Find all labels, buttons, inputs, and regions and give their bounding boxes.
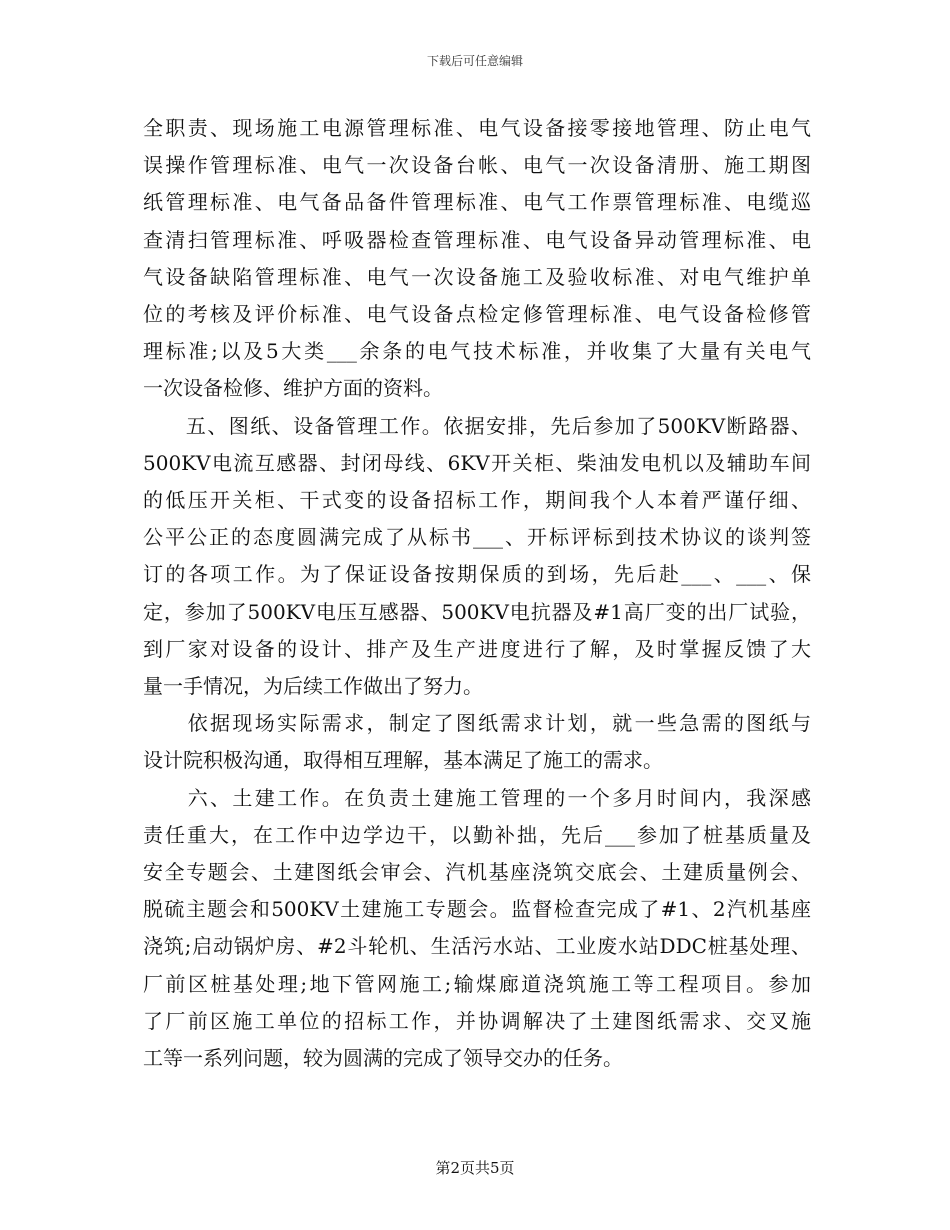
text-line: 工等一系列问题，较为圆满的完成了领导交办的任务。 [143, 1046, 623, 1071]
page-header-note: 下载后可任意编辑 [426, 54, 523, 68]
text-line: 了厂前区施工单位的招标工作，并协调解决了土建图纸需求、交叉施 [143, 1008, 811, 1033]
text-line: 设计院积极沟通，取得相互理解，基本满足了施工的需求。 [143, 748, 663, 773]
text-line: 厂前区桩基处理;地下管网施工;输煤廊道浇筑施工等工程项目。参加 [143, 971, 811, 996]
text-line: 五、图纸、设备管理工作。依据安排，先后参加了500KV断路器、 [143, 413, 811, 438]
text-line: 安全专题会、土建图纸会审会、汽机基座浇筑交底会、土建质量例会、 [143, 860, 811, 885]
text-line: 一次设备检修、维护方面的资料。 [143, 376, 443, 401]
text-line: 500KV电流互感器、封闭母线、6KV开关柜、柴油发电机以及辅助车间 [143, 450, 811, 475]
text-line: 六、土建工作。在负责土建施工管理的一个多月时间内，我深感 [143, 785, 811, 810]
text-line: 到厂家对设备的设计、排产及生产进度进行了解，及时掌握反馈了大 [143, 636, 811, 661]
page-number: 第2页共5页 [435, 1159, 515, 1177]
text-line: 全职责、现场施工电源管理标准、电气设备接零接地管理、防止电气 [143, 116, 811, 140]
text-line: 查清扫管理标准、呼吸器检查管理标准、电气设备异动管理标准、电 [143, 227, 811, 252]
text-line: 误操作管理标准、电气一次设备台帐、电气一次设备清册、施工期图 [143, 153, 811, 178]
text-line: 公平公正的态度圆满完成了从标书___、开标评标到技术协议的谈判签 [143, 525, 811, 550]
document-body [143, 110, 811, 1077]
text-line: 理标准;以及5大类___余条的电气技术标准，并收集了大量有关电气 [143, 339, 811, 364]
text-line: 量一手情况，为后续工作做出了努力。 [143, 674, 483, 699]
text-line: 气设备缺陷管理标准、电气一次设备施工及验收标准、对电气维护单 [143, 264, 811, 289]
text-line: 浇筑;启动锅炉房、#2斗轮机、生活污水站、工业废水站DDC桩基处理、 [143, 934, 811, 959]
text-line: 的低压开关柜、干式变的设备招标工作，期间我个人本着严谨仔细、 [143, 488, 811, 513]
text-line: 脱硫主题会和500KV土建施工专题会。监督检查完成了#1、2汽机基座 [143, 897, 811, 922]
text-line: 定，参加了500KV电压互感器、500KV电抗器及#1高厂变的出厂试验， [143, 599, 811, 624]
text-line: 依据现场实际需求，制定了图纸需求计划，就一些急需的图纸与 [143, 711, 811, 736]
text-line: 责任重大，在工作中边学边干，以勤补拙，先后___参加了桩基质量及 [143, 822, 811, 847]
text-line: 订的各项工作。为了保证设备按期保质的到场，先后赴___、___、保 [143, 562, 811, 587]
text-line: 位的考核及评价标准、电气设备点检定修管理标准、电气设备检修管 [143, 302, 811, 327]
text-line: 纸管理标准、电气备品备件管理标准、电气工作票管理标准、电缆巡 [143, 190, 811, 215]
